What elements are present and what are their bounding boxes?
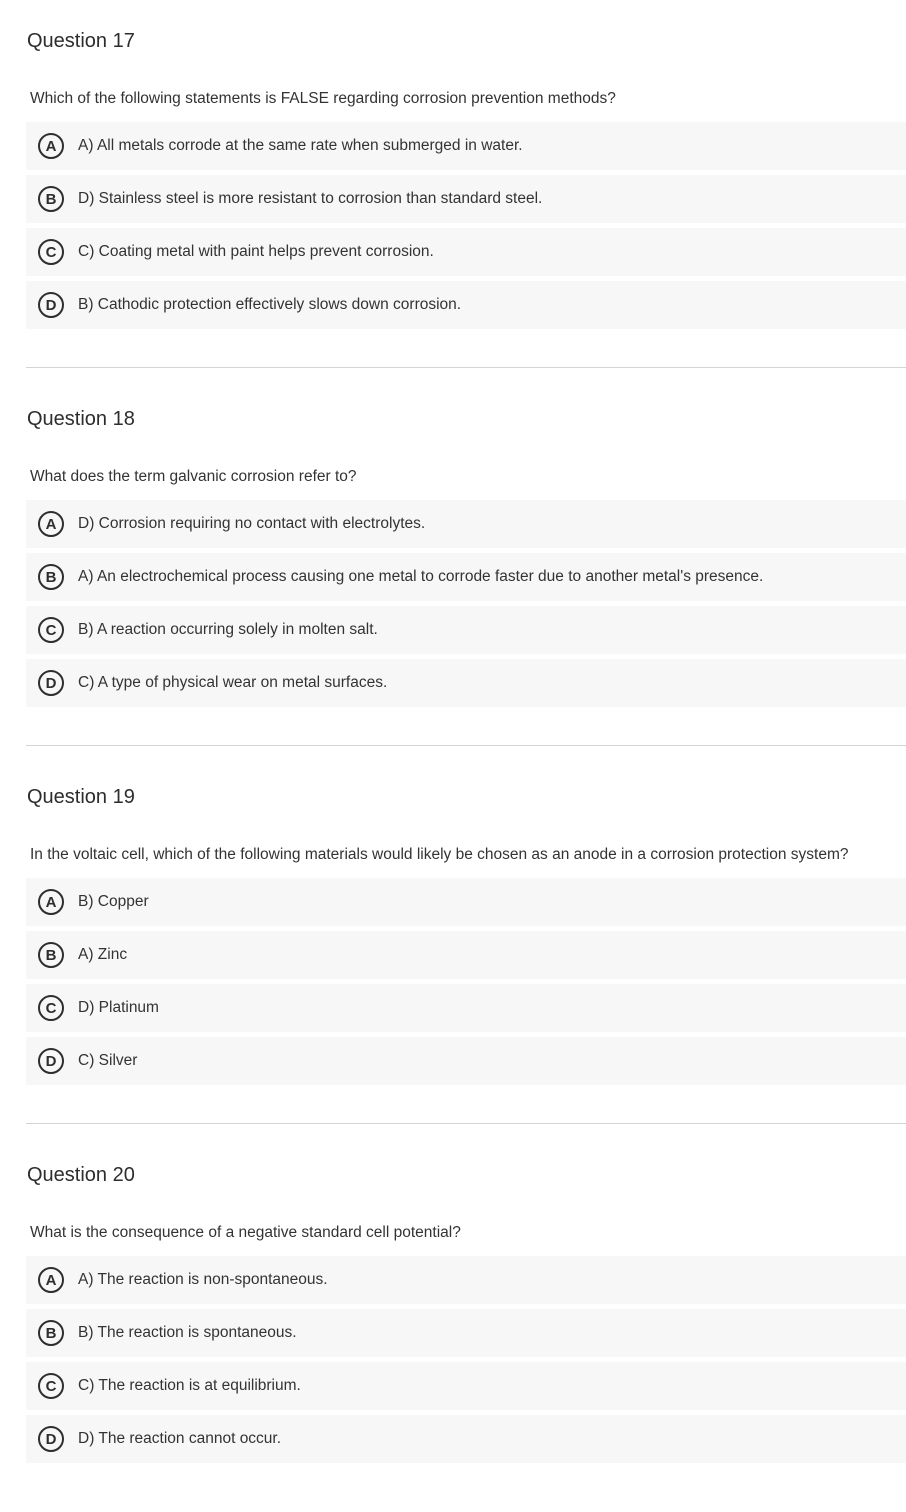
question-block (26, 0, 906, 378)
option-letter-badge: D (38, 1048, 64, 1074)
answer-option-a[interactable] (26, 500, 906, 548)
question-text: What is the consequence of a negative standard cell potential? (30, 1224, 461, 1241)
option-text: D) Corrosion requiring no contact with electrolytes. (78, 515, 426, 532)
option-letter-badge: A (38, 133, 64, 159)
option-text: B) The reaction is spontaneous. (78, 1324, 297, 1341)
answer-option-a[interactable] (26, 878, 906, 926)
answer-option-b[interactable] (26, 931, 906, 979)
answer-option-c[interactable] (26, 984, 906, 1032)
option-text: D) The reaction cannot occur. (78, 1430, 282, 1447)
option-text: C) Silver (78, 1052, 138, 1069)
option-text: A) An electrochemical process causing one metal to corrode faster due to another metal's presence. (78, 568, 764, 585)
option-letter-badge: C (38, 239, 64, 265)
question-title: Question 17 (27, 30, 135, 52)
option-letter-badge: D (38, 1426, 64, 1452)
question-text: In the voltaic cell, which of the following materials would likely be chosen as an anode in a corrosion protection system? (30, 846, 849, 863)
option-text: A) All metals corrode at the same rate when submerged in water. (78, 137, 523, 154)
option-letter-badge: C (38, 995, 64, 1021)
option-letter-badge: C (38, 1373, 64, 1399)
option-text: B) Copper (78, 893, 149, 910)
option-text: B) Cathodic protection effectively slows down corrosion. (78, 296, 462, 313)
option-text: D) Platinum (78, 999, 159, 1016)
answer-option-a[interactable] (26, 1256, 906, 1304)
option-text: A) Zinc (78, 946, 128, 963)
option-letter-badge: D (38, 670, 64, 696)
option-letter-badge: C (38, 617, 64, 643)
question-text: What does the term galvanic corrosion refer to? (30, 468, 357, 485)
option-letter-badge: A (38, 1267, 64, 1293)
section-divider (26, 1123, 906, 1124)
answer-option-d[interactable] (26, 659, 906, 707)
answer-option-c[interactable] (26, 1362, 906, 1410)
question-block (26, 756, 906, 1134)
answer-option-d[interactable] (26, 281, 906, 329)
option-letter-badge: B (38, 564, 64, 590)
question-title: Question 19 (27, 786, 135, 808)
answer-option-c[interactable] (26, 606, 906, 654)
answer-options (26, 122, 906, 334)
option-letter-badge: A (38, 511, 64, 537)
answer-options (26, 500, 906, 712)
question-title: Question 18 (27, 408, 135, 430)
option-letter-badge: B (38, 186, 64, 212)
option-text: C) The reaction is at equilibrium. (78, 1377, 301, 1394)
question-title: Question 20 (27, 1164, 135, 1186)
option-text: D) Stainless steel is more resistant to corrosion than standard steel. (78, 190, 543, 207)
answer-option-b[interactable] (26, 553, 906, 601)
option-letter-badge: D (38, 292, 64, 318)
question-block (26, 378, 906, 756)
option-text: B) A reaction occurring solely in molten salt. (78, 621, 378, 638)
question-block (26, 1134, 906, 1512)
answer-option-d[interactable] (26, 1415, 906, 1463)
option-text: C) A type of physical wear on metal surfaces. (78, 674, 388, 691)
answer-option-c[interactable] (26, 228, 906, 276)
quiz-container (26, 0, 906, 1512)
answer-option-b[interactable] (26, 175, 906, 223)
option-letter-badge: A (38, 889, 64, 915)
answer-option-d[interactable] (26, 1037, 906, 1085)
answer-option-a[interactable] (26, 122, 906, 170)
option-letter-badge: B (38, 1320, 64, 1346)
question-text: Which of the following statements is FALSE regarding corrosion prevention methods? (30, 90, 616, 107)
section-divider (26, 745, 906, 746)
section-divider (26, 367, 906, 368)
option-letter-badge: B (38, 942, 64, 968)
answer-options (26, 878, 906, 1090)
answer-options (26, 1256, 906, 1468)
option-text: A) The reaction is non-spontaneous. (78, 1271, 328, 1288)
option-text: C) Coating metal with paint helps prevent corrosion. (78, 243, 434, 260)
answer-option-b[interactable] (26, 1309, 906, 1357)
